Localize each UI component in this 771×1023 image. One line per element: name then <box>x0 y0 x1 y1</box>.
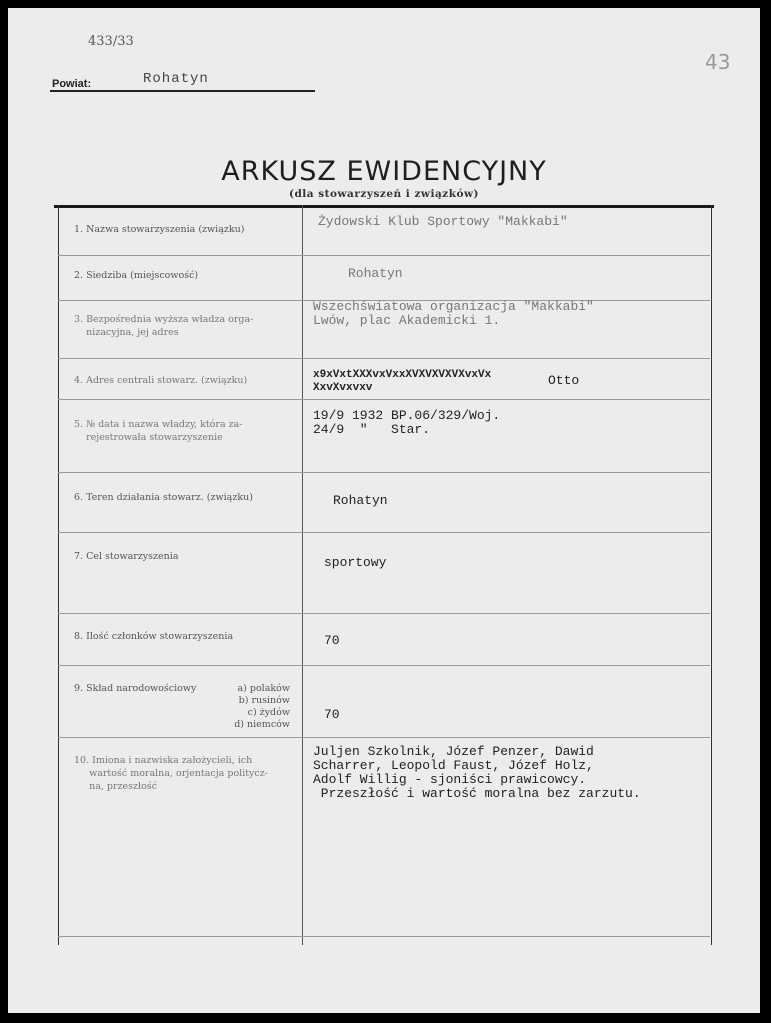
row-9-options <box>220 683 290 731</box>
row-5-value: 19/9 1932 BP.06/329/Woj. 24/9 " Star. <box>313 408 501 437</box>
powiat-label: Powiat: <box>52 78 92 90</box>
row-3-label: 3. Bezpośrednia wyższa władza orga- nizacyjna, jej adres <box>74 314 254 338</box>
row-divider <box>58 737 710 738</box>
row-7-label: 7. Cel stowarzyszenia <box>74 551 179 562</box>
powiat-underline <box>50 90 315 92</box>
column-divider <box>302 205 303 945</box>
row-9-label: 9. Skład narodowościowy <box>74 683 197 694</box>
handwritten-page-number: 43 <box>705 50 731 74</box>
row-divider <box>58 472 710 473</box>
row-10-label: 10. Imiona i nazwiska założycieli, ich wartość moralna, orjentacja politycz- na, przeszłość <box>74 755 268 792</box>
option-niemcow: d) niemców <box>234 719 290 730</box>
reference-number: 433/33 <box>88 34 134 49</box>
row-4-label: 4. Adres centrali stowarz. (związku) <box>74 375 248 386</box>
document-sheet <box>8 8 760 1013</box>
row-5-label: 5. № data i nazwa władzy, która za- rejestrowała stowarzyszenie <box>74 419 243 443</box>
row-8-label: 8. Ilość członków stowarzyszenia <box>74 631 234 642</box>
row-3-value: Wszechświatowa organizacja "Makkabi" Lwów, plac Akademicki 1. <box>313 299 594 328</box>
row-4-struck-value-2: XxvXvxvxv <box>313 382 373 394</box>
row-1-label: 1. Nazwa stowarzyszenia (związku) <box>74 224 245 235</box>
row-divider <box>58 936 710 937</box>
row-2-value: Rohatyn <box>348 266 403 281</box>
row-divider <box>58 255 710 256</box>
row-4-struck-value: x9xVxtXXXvxVxxXVXVXVXVXvxVx <box>313 369 492 381</box>
row-1-value: Żydowski Klub Sportowy "Makkabi" <box>318 214 568 229</box>
row-9-value: 70 <box>324 707 340 722</box>
row-4-value: Otto <box>548 373 580 388</box>
row-6-label: 6. Teren działania stowarz. (związku) <box>74 492 253 503</box>
row-10-value: Juljen Szkolnik, Józef Penzer, Dawid Scharrer, Leopold Faust, Józef Holz, Adolf Willig - sjoniści prawicowcy. Przeszłość i wartość moralna bez zarzutu. <box>313 744 641 801</box>
powiat-value: Rohatyn <box>143 71 209 87</box>
document-subtitle: (dla stowarzyszeń i związków) <box>289 188 479 200</box>
row-divider <box>58 613 710 614</box>
document-title: ARKUSZ EWIDENCYJNY <box>221 156 547 187</box>
option-rusinow: b) rusinów <box>238 695 290 706</box>
option-zydow: c) żydów <box>247 707 290 718</box>
row-2-label: 2. Siedziba (miejscowość) <box>74 270 199 281</box>
row-divider <box>58 399 710 400</box>
row-6-value: Rohatyn <box>333 493 388 508</box>
row-divider <box>58 358 710 359</box>
row-8-value: 70 <box>324 633 340 648</box>
option-polakow: a) polaków <box>237 683 290 694</box>
row-7-value: sportowy <box>324 555 387 570</box>
row-divider <box>58 665 710 666</box>
row-divider <box>58 532 710 533</box>
